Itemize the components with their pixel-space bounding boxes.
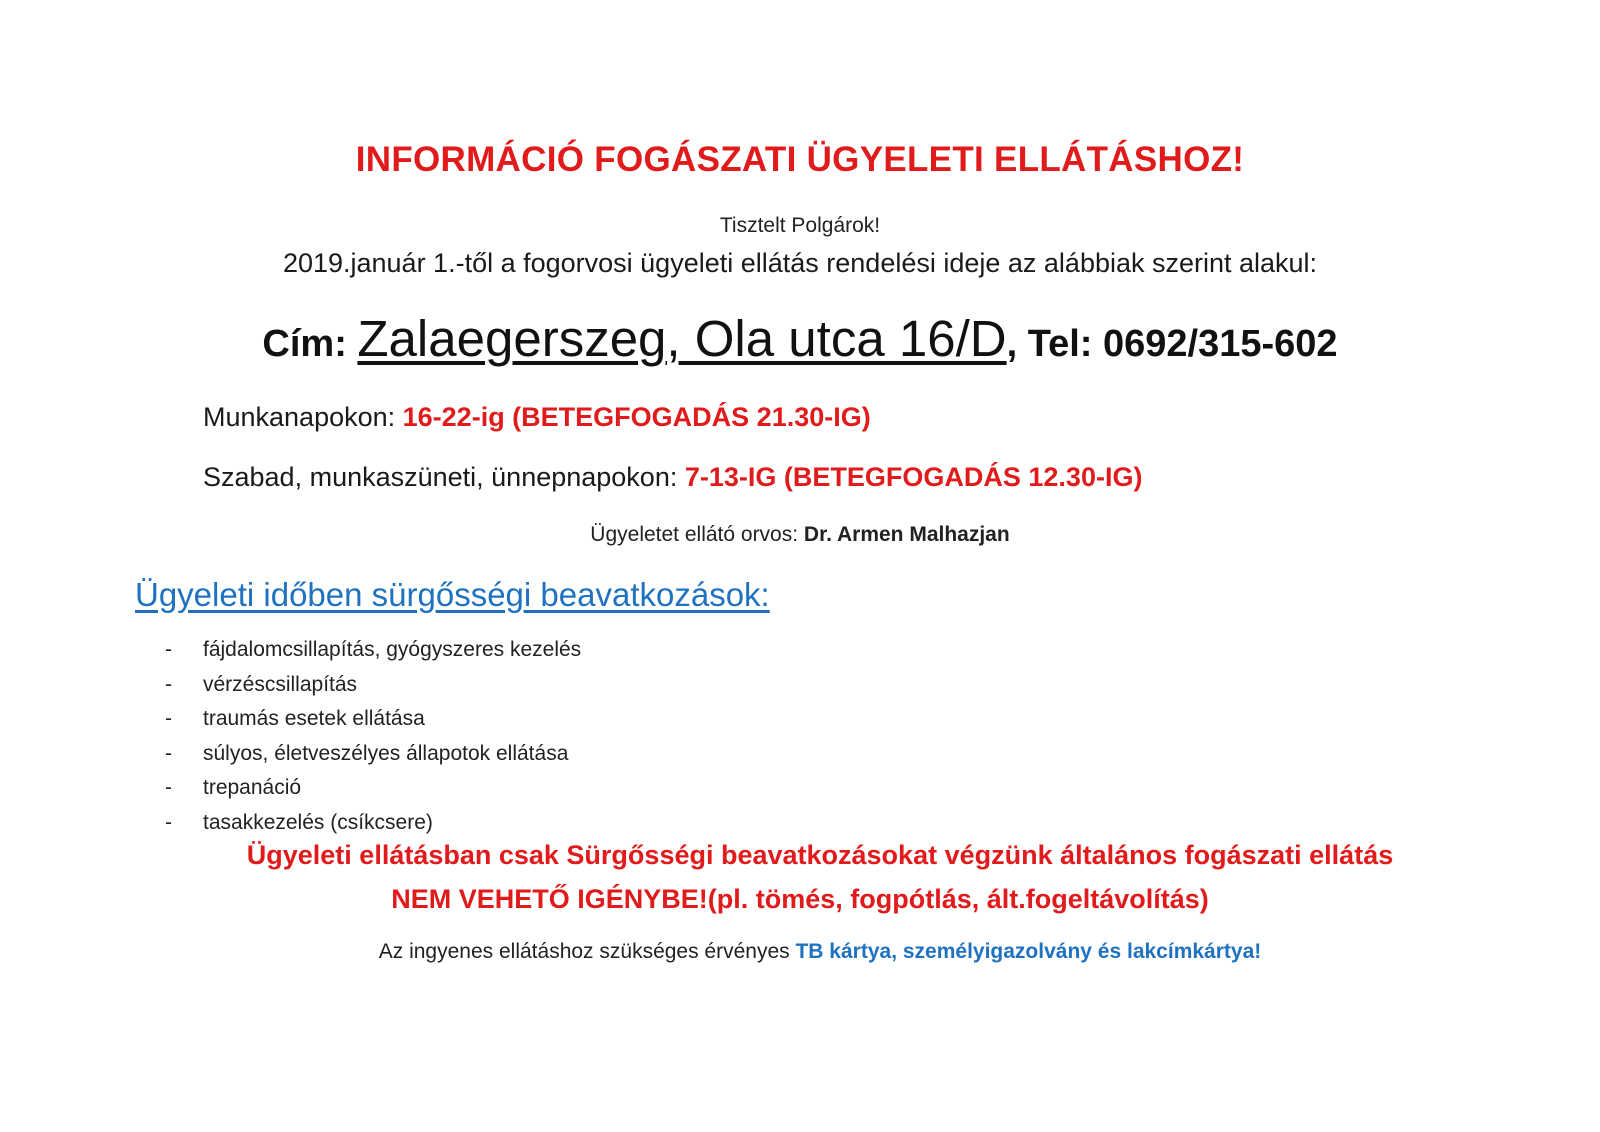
- workdays-value: 16-22-ig (BETEGFOGADÁS 21.30-IG): [402, 402, 871, 432]
- list-item: [165, 771, 581, 806]
- bullet-dash: -: [165, 707, 172, 731]
- holidays-label: Szabad, munkaszüneti, ünnepnapokon:: [203, 462, 685, 492]
- greeting: Tisztelt Polgárok!: [719, 214, 881, 237]
- list-item: [165, 806, 581, 841]
- procedure-text: trepanáció: [203, 776, 302, 800]
- doctor-label: Ügyeletet ellátó orvos:: [590, 523, 804, 546]
- requirements-text: Az ingyenes ellátáshoz szükséges érvényes: [378, 940, 796, 963]
- bullet-dash: -: [165, 741, 172, 765]
- bullet-dash: -: [165, 810, 172, 834]
- intro-text: 2019.január 1.-től a fogorvosi ügyeleti ellátás rendelési ideje az alábbiak szerint alakul:: [282, 248, 1318, 278]
- emergency-heading: Ügyeleti időben sürgősségi beavatkozások:: [135, 576, 770, 613]
- list-item: [165, 702, 581, 737]
- procedure-text: súlyos, életveszélyes állapotok ellátása: [203, 741, 569, 765]
- warning-line-2: NEM VEHETŐ IGÉNYBE!(pl. tömés, fogpótlás, ált.fogeltávolítás): [391, 884, 1209, 914]
- workdays-label: Munkanapokon:: [203, 402, 403, 432]
- doctor-name: Dr. Armen Malhazjan: [803, 523, 1010, 546]
- holidays-value: 7-13-IG (BETEGFOGADÁS 12.30-IG): [684, 462, 1143, 492]
- address-label: Cím:: [262, 323, 358, 365]
- page-title: INFORMÁCIÓ FOGÁSZATI ÜGYELETI ELLÁTÁSHOZ!: [355, 140, 1245, 179]
- list-item: [165, 633, 581, 668]
- procedure-text: vérzéscsillapítás: [203, 672, 358, 696]
- address-value: Zalaegerszeg, Ola utca 16/D: [357, 310, 1007, 367]
- holidays-hours: [203, 462, 1142, 493]
- requirements-line: [20, 940, 1600, 964]
- bullet-dash: -: [165, 776, 172, 800]
- warning-line-1: Ügyeleti ellátásban csak Sürgősségi beavatkozásokat végzünk általános fogászati ellátás: [246, 840, 1394, 870]
- tel-value: 0692/315-602: [1103, 323, 1338, 365]
- procedure-list: [165, 633, 581, 840]
- list-item: [165, 668, 581, 703]
- workdays-hours: [203, 402, 871, 433]
- requirements-highlight: TB kártya, személyigazolvány és lakcímkártya!: [795, 940, 1262, 963]
- procedure-text: traumás esetek ellátása: [203, 707, 425, 731]
- tel-label: , Tel:: [1006, 323, 1104, 365]
- bullet-dash: -: [165, 672, 172, 696]
- list-item: [165, 737, 581, 772]
- address-line: [0, 309, 1600, 368]
- doctor-line: [0, 523, 1600, 547]
- procedure-text: fájdalomcsillapítás, gyógyszeres kezelés: [203, 638, 582, 662]
- bullet-dash: -: [165, 638, 172, 662]
- procedure-text: tasakkezelés (csíkcsere): [203, 810, 433, 834]
